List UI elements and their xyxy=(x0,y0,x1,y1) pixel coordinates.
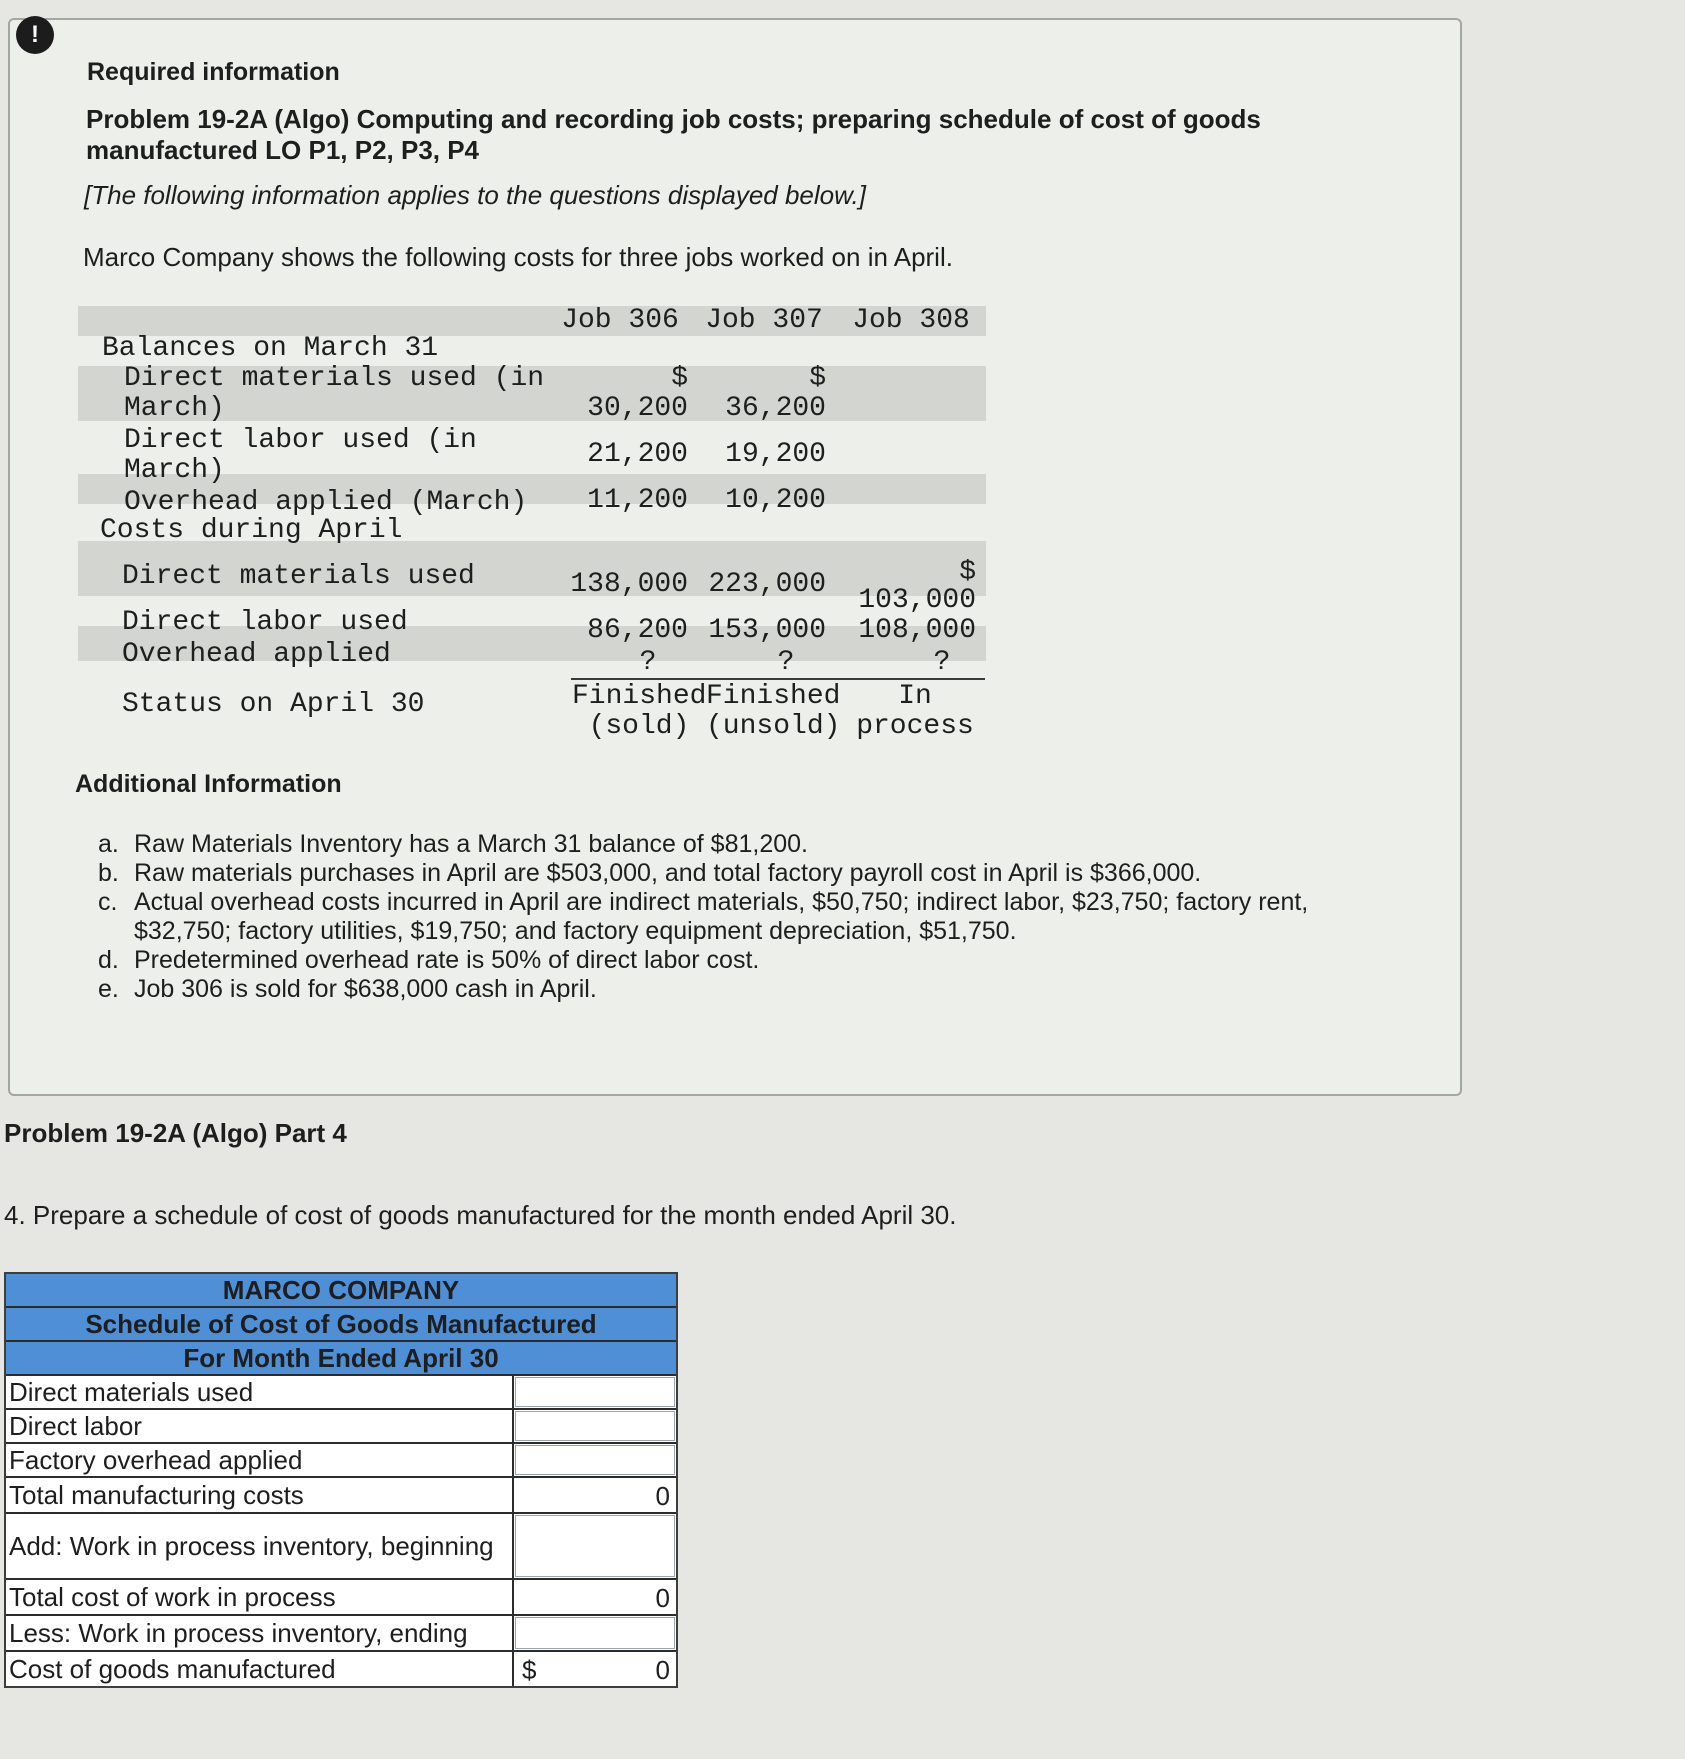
oh-march-job-306: 11,200 xyxy=(587,485,688,516)
list-marker: a. xyxy=(98,830,119,858)
list-text: Actual overhead costs incurred in April are indirect materials, $50,750; indirect labor, $23,750; factory rent, $32,750; factory utilities, $19,750; and factory equipment depreciation, $51,750. xyxy=(134,888,1309,945)
cell-value: 0 xyxy=(655,1481,670,1511)
schedule-title: Schedule of Cost of Goods Manufactured xyxy=(6,1308,676,1342)
list-marker: b. xyxy=(98,859,119,887)
dl-march-job-306: 21,200 xyxy=(587,439,688,470)
col-header-job-307: Job 307 xyxy=(705,305,823,336)
section-balances-march: Balances on March 31 xyxy=(102,333,439,364)
row-label-oh-march: Overhead applied (March) xyxy=(124,487,528,518)
table-row xyxy=(6,1478,676,1514)
additional-information-title: Additional Information xyxy=(75,770,342,798)
required-information-label: Required information xyxy=(87,58,340,86)
oh-april-job-307: ? xyxy=(777,647,795,678)
dollar-sign-307: $ xyxy=(809,363,826,394)
list-text: Predetermined overhead rate is 50% of direct labor cost. xyxy=(134,946,760,974)
dm-march-job-307: 36,200 xyxy=(725,393,826,424)
dollar-sign-306: $ xyxy=(671,363,688,394)
table-row xyxy=(6,1376,676,1410)
table-row xyxy=(6,1652,676,1686)
list-item xyxy=(98,888,1398,946)
row-label: Direct labor xyxy=(6,1410,514,1442)
list-text: Job 306 is sold for $638,000 cash in April. xyxy=(134,975,597,1003)
status-job-308-line1: In xyxy=(898,681,932,712)
list-marker: c. xyxy=(98,888,118,916)
row-label: Add: Work in process inventory, beginning xyxy=(6,1514,514,1578)
table-row xyxy=(6,1580,676,1616)
row-label: Total manufacturing costs xyxy=(6,1478,514,1512)
table-row xyxy=(6,1410,676,1444)
dl-march-job-307: 19,200 xyxy=(725,439,826,470)
currency-prefix: $ xyxy=(522,1655,537,1685)
list-item xyxy=(98,859,1398,888)
row-label-dm-april: Direct materials used xyxy=(122,561,475,592)
wip-beginning-input[interactable] xyxy=(515,1515,675,1577)
question-text: 4. Prepare a schedule of cost of goods manufactured for the month ended April 30. xyxy=(4,1200,957,1230)
col-header-job-308: Job 308 xyxy=(852,305,970,336)
factory-overhead-input[interactable] xyxy=(515,1445,675,1475)
list-text: Raw materials purchases in April are $503,000, and total factory payroll cost in April is $366,000. xyxy=(134,859,1202,887)
status-job-306-line2: (sold) xyxy=(588,711,690,742)
row-label-oh-april: Overhead applied xyxy=(122,639,391,670)
additional-information-list xyxy=(98,830,1398,1004)
direct-labor-input[interactable] xyxy=(515,1411,675,1441)
table-row xyxy=(6,1514,676,1580)
table-row xyxy=(6,1616,676,1652)
list-text: Raw Materials Inventory has a March 31 balance of $81,200. xyxy=(134,830,808,858)
row-label: Direct materials used xyxy=(6,1376,514,1408)
row-label: Factory overhead applied xyxy=(6,1444,514,1476)
schedule-company-name: MARCO COMPANY xyxy=(6,1274,676,1308)
problem-title: Problem 19-2A (Algo) Computing and recording job costs; preparing schedule of cost of goods manufactured LO P1, P2, P3, P4 xyxy=(86,104,1261,165)
row-label-dm-march: Direct materials used (in March) xyxy=(124,363,545,424)
dl-april-job-308: 108,000 xyxy=(858,615,976,646)
list-marker: d. xyxy=(98,946,119,974)
row-label: Cost of goods manufactured xyxy=(6,1652,514,1686)
col-header-job-306: Job 306 xyxy=(561,305,679,336)
intro-text: Marco Company shows the following costs for three jobs worked on in April. xyxy=(83,242,953,272)
table-row xyxy=(6,1444,676,1478)
direct-materials-input[interactable] xyxy=(515,1377,675,1407)
schedule-period: For Month Ended April 30 xyxy=(6,1342,676,1376)
total-cost-wip-value xyxy=(514,1580,676,1614)
dollar-sign-308: $ xyxy=(959,557,976,588)
list-item xyxy=(98,946,1398,975)
total-manufacturing-costs-value xyxy=(514,1478,676,1512)
part-title: Problem 19-2A (Algo) Part 4 xyxy=(4,1118,347,1148)
applies-note: [The following information applies to the questions displayed below.] xyxy=(84,180,866,210)
dm-march-job-306: 30,200 xyxy=(587,393,688,424)
dm-april-job-306: 138,000 xyxy=(570,569,688,600)
list-marker: e. xyxy=(98,975,119,1003)
alert-icon: ! xyxy=(16,16,54,54)
status-job-307-line1: Finished xyxy=(706,681,841,712)
status-job-308-line2: process xyxy=(856,711,974,742)
dl-april-job-307: 153,000 xyxy=(708,615,826,646)
row-label-dl-april: Direct labor used xyxy=(122,607,408,638)
oh-april-job-308: ? xyxy=(933,647,951,678)
cogm-schedule-table xyxy=(4,1272,678,1688)
status-job-306-line1: Finished xyxy=(572,681,707,712)
row-label: Less: Work in process inventory, ending xyxy=(6,1616,514,1650)
list-item xyxy=(98,975,1398,1004)
oh-march-job-307: 10,200 xyxy=(725,485,826,516)
row-label-dl-march: Direct labor used (in March) xyxy=(124,425,477,486)
job-cost-table xyxy=(78,306,986,756)
wip-ending-input[interactable] xyxy=(515,1617,675,1649)
list-item xyxy=(98,830,1398,859)
cell-value: 0 xyxy=(655,1655,670,1685)
cost-of-goods-manufactured-value xyxy=(514,1652,676,1686)
dl-april-job-306: 86,200 xyxy=(587,615,688,646)
status-job-307-line2: (unsold) xyxy=(706,711,841,742)
section-costs-april: Costs during April xyxy=(100,515,403,546)
row-label: Total cost of work in process xyxy=(6,1580,514,1614)
cell-value: 0 xyxy=(655,1583,670,1613)
dm-april-job-308: 103,000 xyxy=(858,585,976,616)
oh-april-job-306: ? xyxy=(639,647,657,678)
dm-april-job-307: 223,000 xyxy=(708,569,826,600)
row-label-status: Status on April 30 xyxy=(122,689,425,720)
